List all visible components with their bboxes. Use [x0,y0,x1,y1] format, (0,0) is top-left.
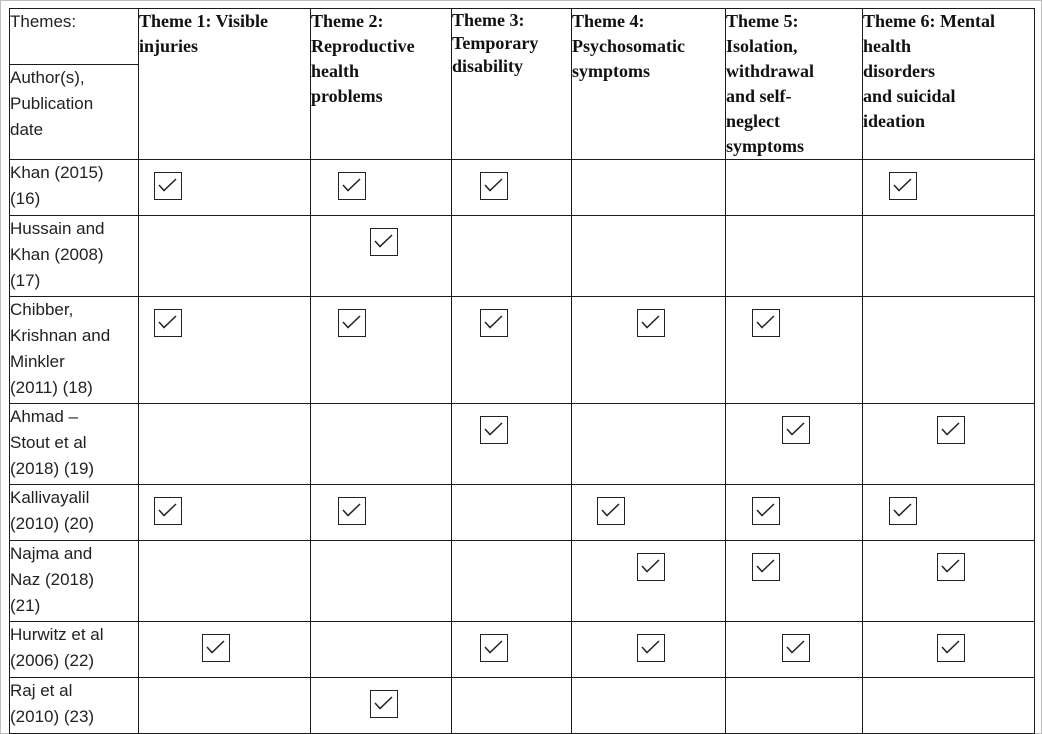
checkmark-icon [601,503,620,517]
check-cell [139,678,311,734]
check-cell [726,216,863,297]
check-cell [311,297,452,404]
check-cell [311,541,452,622]
theme-2-header: Theme 2: Reproductive health problems [311,9,452,160]
checkmark-icon [893,503,912,517]
check-cell [726,678,863,734]
check-cell [139,622,311,678]
author-cell: Najma and Naz (2018) (21) [10,541,139,622]
table-row [10,404,1035,485]
check-cell [139,485,311,541]
check-cell [452,678,572,734]
check-cell [863,541,1035,622]
checkbox-checked [752,553,780,581]
corner-themes-label: Themes: [10,9,139,65]
author-cell: Khan (2015) (16) [10,160,139,216]
check-cell [863,404,1035,485]
checkmark-icon [374,234,393,248]
check-cell [863,160,1035,216]
check-cell [452,622,572,678]
theme-1-header: Theme 1: Visible injuries [139,9,311,160]
corner-author-label: Author(s), Publication date [10,65,139,160]
check-cell [572,678,726,734]
checkmark-icon [756,315,775,329]
check-cell [311,160,452,216]
checkmark-icon [941,640,960,654]
checkbox-checked [937,634,965,662]
checkmark-icon [158,503,177,517]
check-cell [726,622,863,678]
checkmark-icon [641,640,660,654]
check-cell [139,541,311,622]
author-cell: Kallivayalil (2010) (20) [10,485,139,541]
checkbox-checked [937,553,965,581]
checkmark-icon [484,315,503,329]
theme-3-header: Theme 3: Temporary disability [452,9,572,160]
check-cell [311,216,452,297]
check-cell [726,297,863,404]
table-row [10,541,1035,622]
check-cell [139,216,311,297]
checkmark-icon [484,178,503,192]
checkmark-icon [756,559,775,573]
theme-6-header: Theme 6: Mental health disorders and suicidal ideation [863,9,1035,160]
check-cell [572,160,726,216]
check-cell [139,297,311,404]
check-cell [452,541,572,622]
checkmark-icon [941,422,960,436]
checkmark-icon [484,640,503,654]
author-cell: Chibber, Krishnan and Minkler (2011) (18) [10,297,139,404]
check-cell [311,404,452,485]
checkmark-icon [342,503,361,517]
checkbox-checked [480,172,508,200]
checkbox-checked [637,309,665,337]
check-cell [572,541,726,622]
check-cell [863,622,1035,678]
checkmark-icon [641,315,660,329]
checkmark-icon [786,640,805,654]
checkbox-checked [752,309,780,337]
checkbox-checked [480,309,508,337]
table-row [10,216,1035,297]
check-cell [572,216,726,297]
check-cell [726,485,863,541]
checkbox-checked [154,309,182,337]
checkbox-checked [338,309,366,337]
theme-4-header: Theme 4: Psychosomatic symptoms [572,9,726,160]
check-cell [863,485,1035,541]
check-cell [452,404,572,485]
checkbox-checked [370,228,398,256]
check-cell [139,160,311,216]
check-cell [726,541,863,622]
checkmark-icon [158,315,177,329]
checkmark-icon [641,559,660,573]
checkbox-checked [338,172,366,200]
checkbox-checked [370,690,398,718]
check-cell [863,216,1035,297]
check-cell [572,485,726,541]
themes-table [9,8,1035,734]
check-cell [452,216,572,297]
checkbox-checked [637,634,665,662]
checkbox-checked [480,416,508,444]
checkbox-checked [154,497,182,525]
check-cell [139,404,311,485]
checkbox-checked [154,172,182,200]
check-cell [863,297,1035,404]
check-cell [726,160,863,216]
checkbox-checked [782,634,810,662]
author-cell: Raj et al (2010) (23) [10,678,139,734]
theme-5-header: Theme 5: Isolation, withdrawal and self- neglect symptoms [726,9,863,160]
author-cell: Ahmad – Stout et al (2018) (19) [10,404,139,485]
table-row [10,678,1035,734]
checkbox-checked [338,497,366,525]
checkmark-icon [941,559,960,573]
table-row [10,160,1035,216]
checkmark-icon [893,178,912,192]
checkbox-checked [202,634,230,662]
check-cell [311,622,452,678]
checkmark-icon [374,696,393,710]
header-row [10,9,1035,65]
checkbox-checked [480,634,508,662]
check-cell [572,622,726,678]
checkbox-checked [597,497,625,525]
checkbox-checked [889,497,917,525]
checkbox-checked [889,172,917,200]
table-row [10,622,1035,678]
check-cell [452,297,572,404]
check-cell [452,160,572,216]
check-cell [863,678,1035,734]
check-cell [572,404,726,485]
checkmark-icon [342,315,361,329]
checkmark-icon [206,640,225,654]
checkmark-icon [484,422,503,436]
author-cell: Hurwitz et al (2006) (22) [10,622,139,678]
check-cell [572,297,726,404]
checkbox-checked [752,497,780,525]
check-cell [311,678,452,734]
author-cell: Hussain and Khan (2008) (17) [10,216,139,297]
checkmark-icon [158,178,177,192]
checkmark-icon [786,422,805,436]
checkmark-icon [756,503,775,517]
check-cell [452,485,572,541]
checkbox-checked [937,416,965,444]
table-row [10,297,1035,404]
check-cell [726,404,863,485]
checkbox-checked [782,416,810,444]
table-row [10,485,1035,541]
check-cell [311,485,452,541]
checkbox-checked [637,553,665,581]
checkmark-icon [342,178,361,192]
